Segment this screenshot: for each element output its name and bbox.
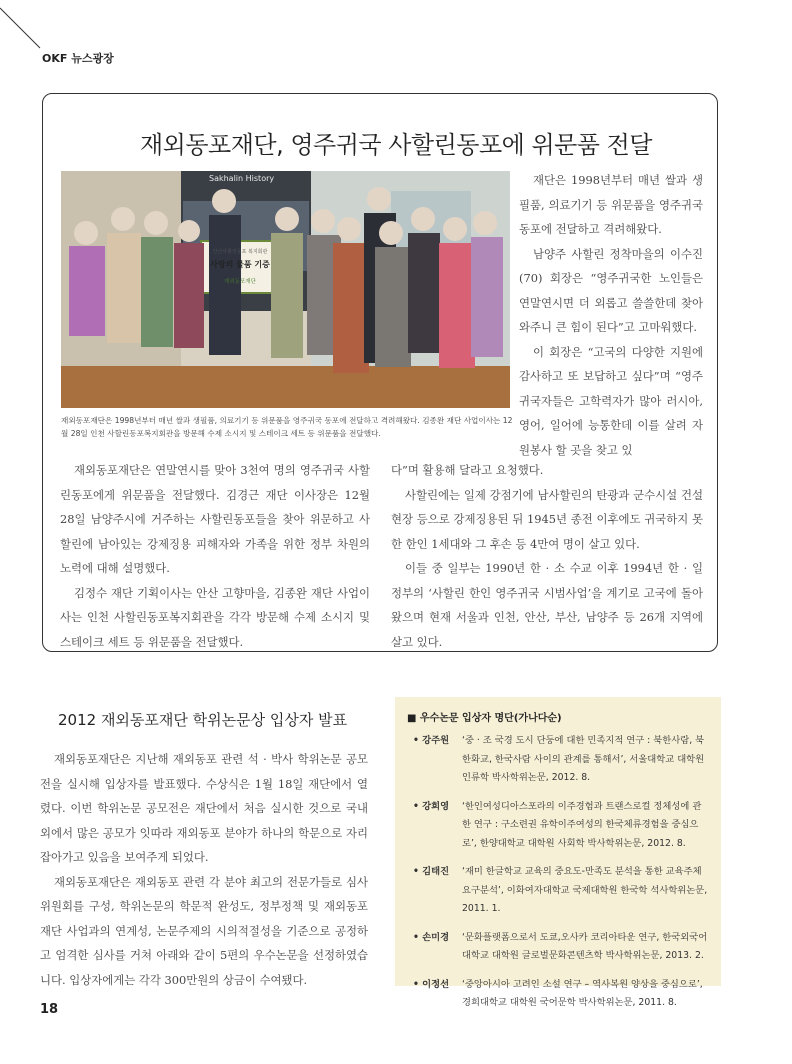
winner-desc: ‘중 · 조 국경 도시 단둥에 대한 민족지적 연구 : 북한사람, 북한화교, 한국사람 사이의 관계를 통해서’, 서울대학교 대학원 인류학 박사학위논문, 2012. 8. [462,735,705,783]
article-photo [61,171,510,408]
winner-item [407,732,709,788]
article-paragraph: 재단은 1998년부터 매년 쌀과 생필품, 의료기기 등 위문품을 영주귀국 동포에 전달하고 격려해왔다. [519,173,703,236]
winner-name: • 김태진 [413,866,450,877]
photo-banner-line1: 안산사할린동포 복지회관 [212,249,268,255]
section-label: OKF 뉴스광장 [42,52,114,65]
article-paragraph: 남양주 사할린 정착마을의 이수진(70) 회장은 “영주귀국한 노인들은 연말연시면 더 외롭고 쓸쓸한데 찾아와주니 큰 힘이 된다”고 고마워했다. [519,246,703,334]
winner-name: • 강희영 [413,800,450,812]
winner-desc: ‘재미 한글학교 교육의 중요도-만족도 분석을 통한 교육주체 요구분석’, 이화여자대학교 국제대학원 한국학 석사학위논문, 2011. 1. [462,866,708,914]
photo-banner-org: 재외동포재단 [224,279,256,285]
article-paragraph: 재외동포재단은 연말연시를 맞아 3천여 명의 영주귀국 사할린동포에게 위문품을 전달했다. 김경근 재단 이사장은 12월 28일 남양주시에 거주하는 사할린동포들을 찾아 위문하고 사할린에 남아있는 강제징용 피해자와 가족을 위한 정부 차원의 노력에 대해 설명했다. [60,463,370,575]
winner-item [407,929,709,966]
article-right-column [391,458,703,654]
article-paragraph: 사할린에는 일제 강점기에 남사할린의 탄광과 군수시설 건설 현장 등으로 강제징용된 뒤 1945년 종전 이후에도 귀국하지 못한 한인 1세대와 그 후손 등 4만여 명이 살고 있다. [391,487,703,551]
award-title: 2012 재외동포재단 학위논문상 입상자 발표 [58,711,348,729]
winner-desc: ‘중앙아시아 고려인 소설 연구 – 역사복원 양상을 중심으로’, 경희대학교 대학원 국어문학 박사학위논문, 2011. 8. [462,978,703,1008]
winner-item [407,863,709,919]
winner-desc: ‘문화플랫폼으로서 도쿄,오사카 코리아타운 연구, 한국외국어대학교 대학원 글로벌문화콘텐츠학 박사학위논문, 2013. 2. [462,931,708,961]
winner-item [407,976,709,1013]
photo-banner-line2: 사랑의 물품 기증 [210,260,270,269]
photo-board-title: Sakhalin History [209,174,275,183]
article-title: 재외동포재단, 영주귀국 사할린동포에 위문품 전달 [139,131,652,159]
award-paragraph: 재외동포재단은 지난해 재외동포 관련 석 · 박사 학위논문 공모전을 실시해 입상자를 발표했다. 수상식은 1월 18일 재단에서 열렸다. 이번 학위논문 공모전은 재단에서 처음 실시한 것으로 국내외에서 많은 공모가 잇따라 재외동포 분야가 하나의 학문으로 자리잡아가고 있음을 보여주게 되었다. [40,752,368,864]
award-body [40,747,368,992]
winners-box [395,697,721,1008]
page-number: 18 [40,1002,59,1017]
article-paragraph: 이 회장은 “고국의 다양한 지원에 감사하고 또 보답하고 싶다”며 “영주 귀국자들은 고학력자가 많아 러시아, 영어, 일어에 능통한데 이를 살려 자원봉사 할 곳을 찾고 있 [519,344,703,457]
article-paragraph: 이들 중 일부는 1990년 한 · 소 수교 이후 1994년 한 · 일 정부의 ‘사할린 한인 영주귀국 시범사업’을 계기로 고국에 돌아왔으며 현재 서울과 인천, 안산, 부산, 남양주 등 26개 지역에 살고 있다. [391,561,704,649]
article-paragraph: 다”며 활용해 달라고 요청했다. [391,463,544,477]
winner-name: • 강주원 [413,735,450,746]
winner-item [407,798,709,854]
winners-heading: ■ 우수논문 입상자 명단(가나다순) [407,713,562,724]
article-paragraph: 김정수 재단 기획이사는 안산 고향마을, 김종완 재단 사업이사는 인천 사할린동포복지회관을 각각 방문해 수제 소시지 및 스테이크 세트 등 위문품을 전달했다. [60,585,370,649]
photo-caption: 재외동포재단은 1998년부터 매년 쌀과 생필품, 의료기기 등 위문품을 영주귀국 동포에 전달하고 격려해왔다. 김종완 재단 사업이사는 12월 28일 인천 사할린동포복지회관을 방문해 수제 소시지 및 스테이크 세트 등 위문품을 전달했다. [61,416,513,438]
winner-desc: ‘한인여성디아스포라의 이주경험과 트랜스로컬 정체성에 관한 연구 : 구소련권 유학이주여성의 한국체류경험을 중심으로’, 한양대학교 대학원 사회학 박사학위논문, 2012. 8. [462,800,702,849]
group-photo-illustration [61,171,510,408]
article-left-column [60,458,370,654]
winner-name: • 손미경 [413,931,450,943]
article-right-top-column [519,168,703,462]
award-paragraph: 재외동포재단은 재외동포 관련 각 분야 최고의 전문가들로 심사위원회를 구성, 학위논문의 학문적 완성도, 정부정책 및 재외동포재단 사업과의 연계성, 논문주제의 시의적절성을 기준으로 공정하고 엄격한 심사를 거쳐 아래와 같이 5편의 우수논문을 선정하였습니다. 입상자에게는 각각 300만원의 상금이 수여됐다. [40,874,368,987]
winner-name: • 이정선 [413,978,450,990]
